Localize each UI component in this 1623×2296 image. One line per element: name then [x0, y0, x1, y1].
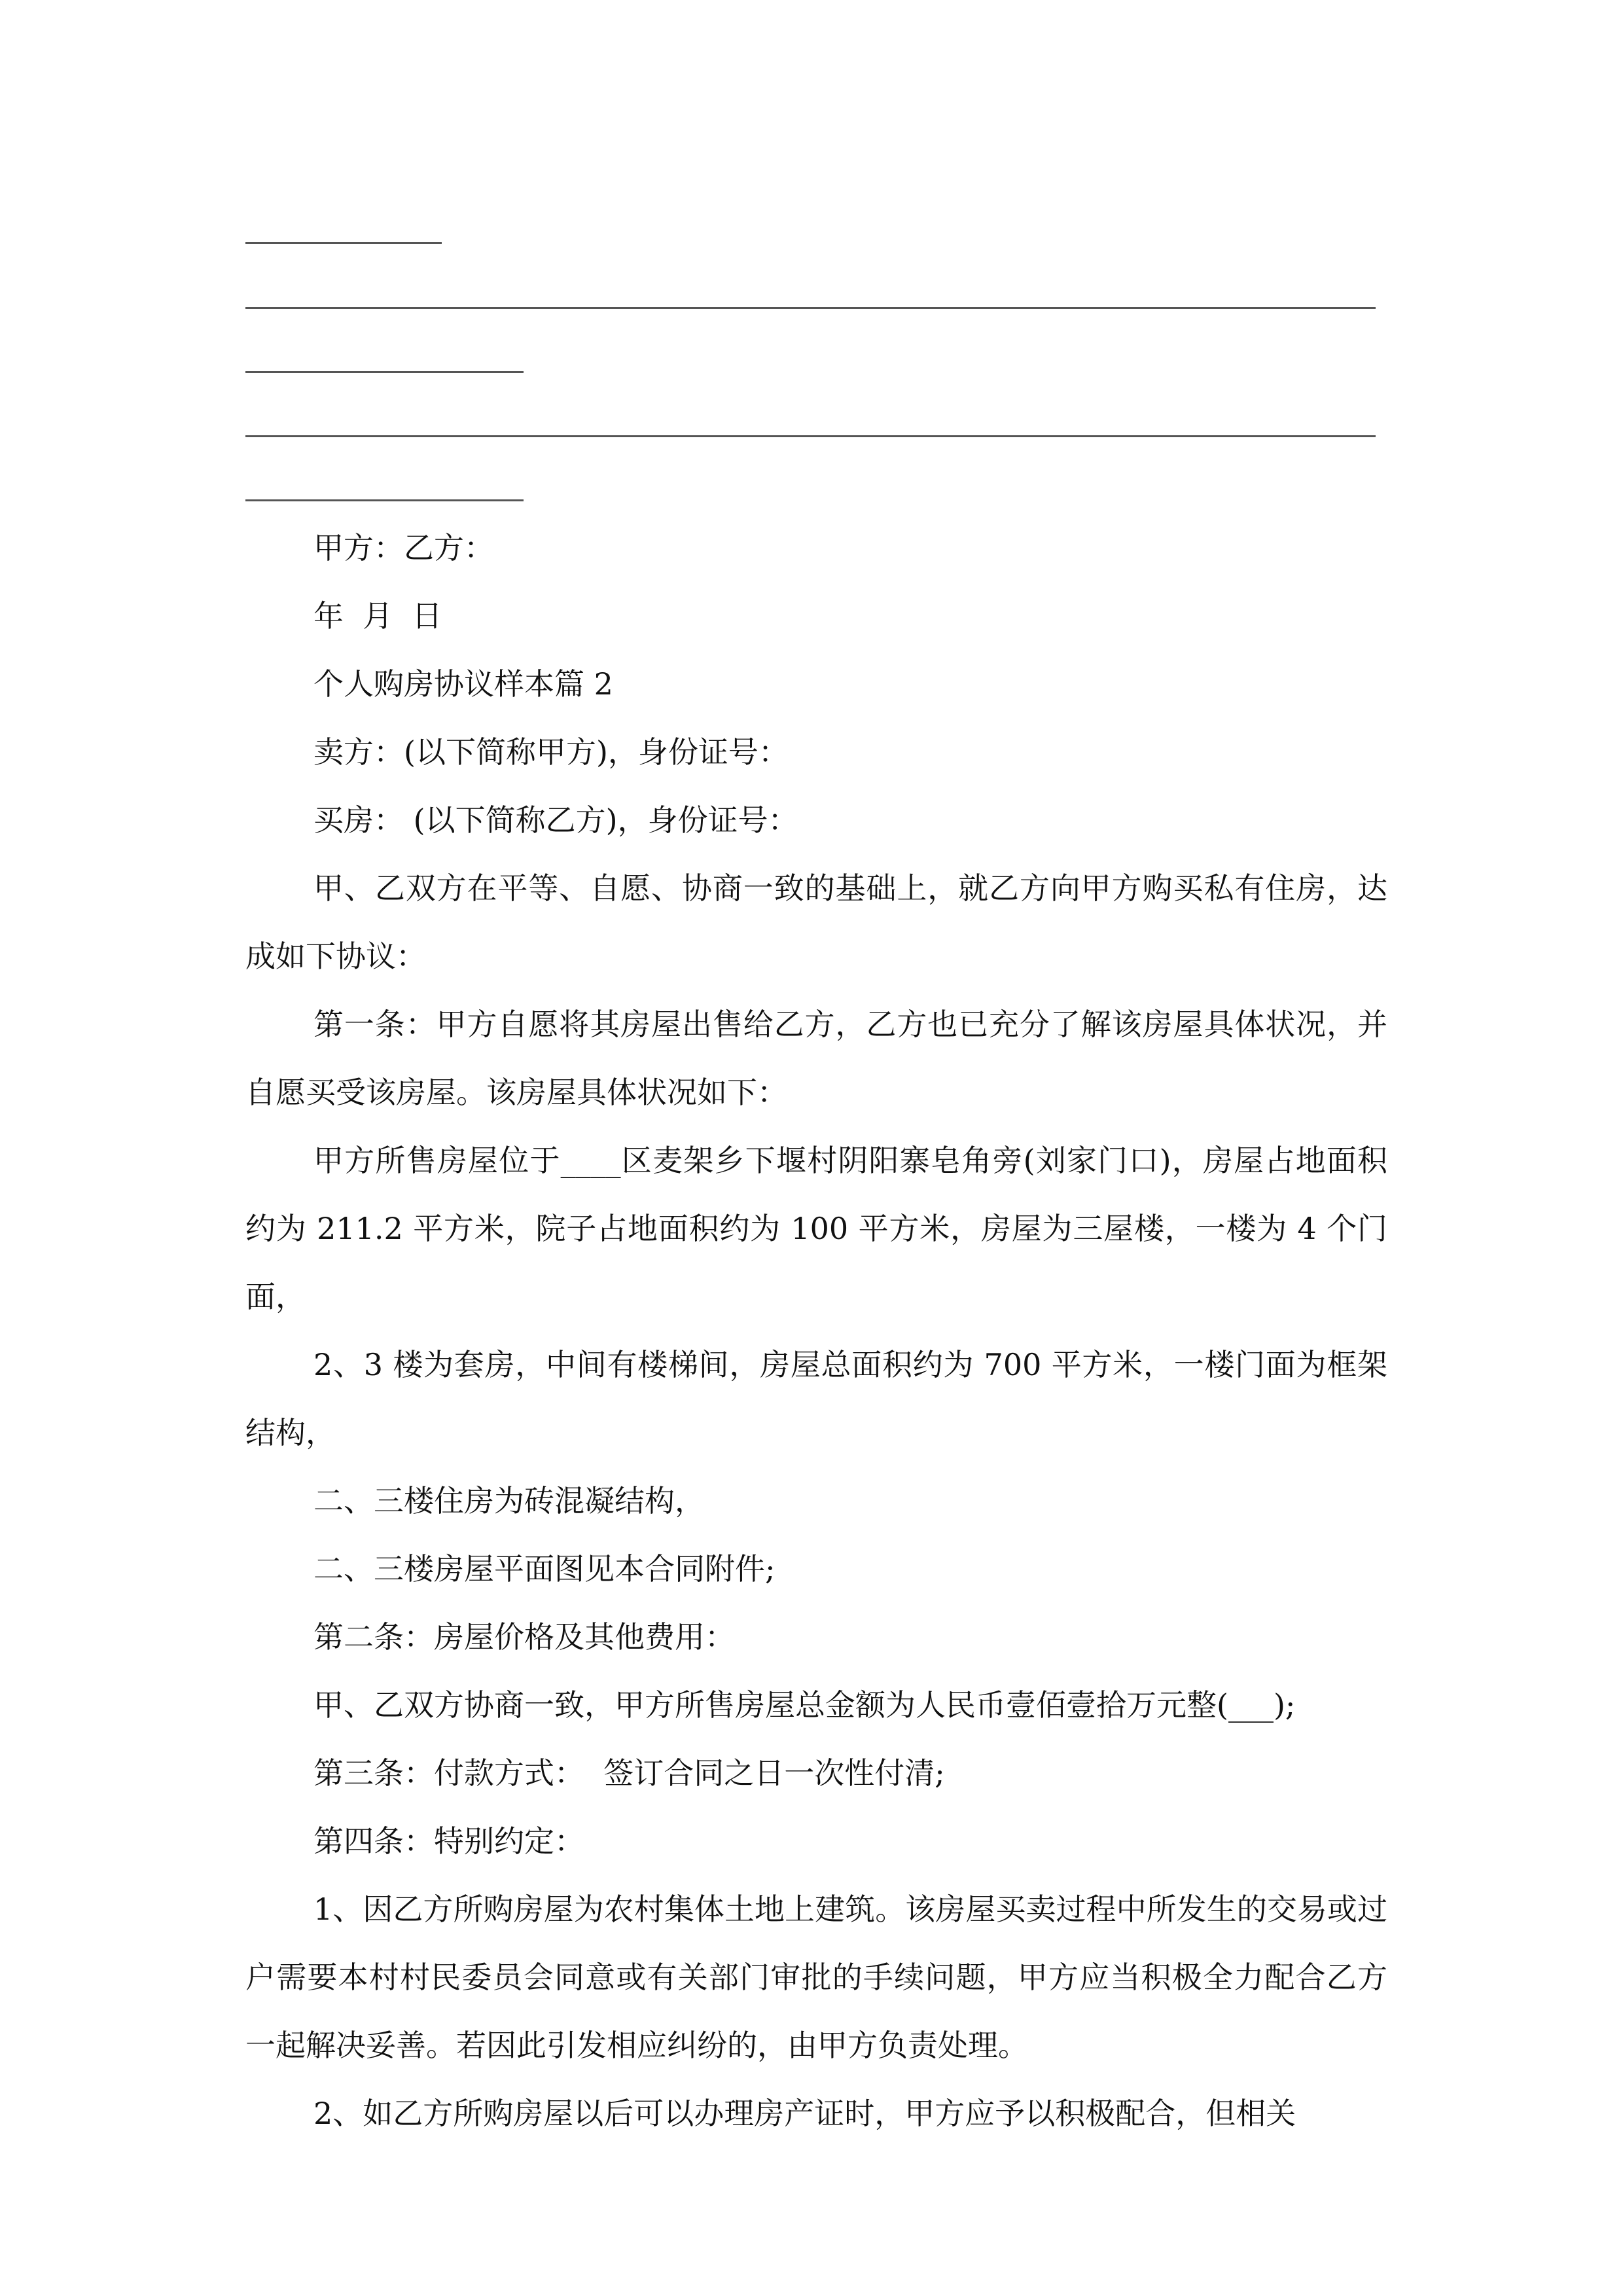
preamble-paragraph: 甲、乙双方在平等、自愿、协商一致的基础上，就乙方向甲方购买私有住房，达成如下协议： — [245, 870, 1387, 974]
blank-line-full-2 — [245, 435, 1376, 437]
seller-line: 卖方：(以下简称甲方)，身份证号： — [313, 734, 789, 770]
signature-parties-line: 甲方：乙方： — [313, 530, 494, 565]
house-structure-paragraph: 2、3 楼为套房，中间有楼梯间，房屋总面积约为 700 平方米，一楼门面为框架结构， — [245, 1347, 1387, 1450]
blank-line-full-1 — [245, 307, 1376, 309]
section-title: 个人购房协议样本篇 2 — [313, 666, 613, 702]
blank-line-medium-1 — [245, 371, 524, 373]
special-term-1-paragraph: 1、因乙方所购房屋为农村集体土地上建筑。该房屋买卖过程中所发生的交易或过户需要本村村民委员会同意或有关部门审批的手续问题，甲方应当积极全力配合乙方一起解决妥善。若因此引发相应纠纷的，由甲方负责处理。 — [245, 1892, 1387, 2063]
article-2-heading: 第二条：房屋价格及其他费用： — [313, 1619, 735, 1655]
blank-line-short-1 — [245, 242, 442, 244]
floor-structure-line: 二、三楼住房为砖混凝结构， — [313, 1483, 705, 1518]
house-location-paragraph: 甲方所售房屋位于____区麦架乡下堰村阴阳寨皂角旁(刘家门口)，房屋占地面积约为 211.2 平方米，院子占地面积约为 100 平方米，房屋为三屋楼，一楼为 4 个门面， — [245, 1143, 1387, 1314]
article-4-heading: 第四条：特别约定： — [313, 1823, 584, 1859]
article-3-line: 第三条：付款方式： 签订合同之日一次性付清; — [313, 1755, 945, 1791]
special-term-2-paragraph: 2、如乙方所购房屋以后可以办理房产证时，甲方应予以积极配合，但相关 — [313, 2096, 1296, 2131]
floor-plan-line: 二、三楼房屋平面图见本合同附件; — [313, 1551, 776, 1587]
article-1-paragraph: 第一条：甲方自愿将其房屋出售给乙方，乙方也已充分了解该房屋具体状况，并自愿买受该房屋。该房屋具体状况如下： — [245, 1007, 1387, 1110]
blank-line-medium-2 — [245, 499, 524, 501]
price-line: 甲、乙双方协商一致，甲方所售房屋总金额为人民币壹佰壹拾万元整(___); — [313, 1687, 1296, 1723]
date-line: 年 月 日 — [313, 598, 442, 634]
buyer-line: 买房： (以下简称乙方)，身份证号： — [313, 802, 798, 838]
